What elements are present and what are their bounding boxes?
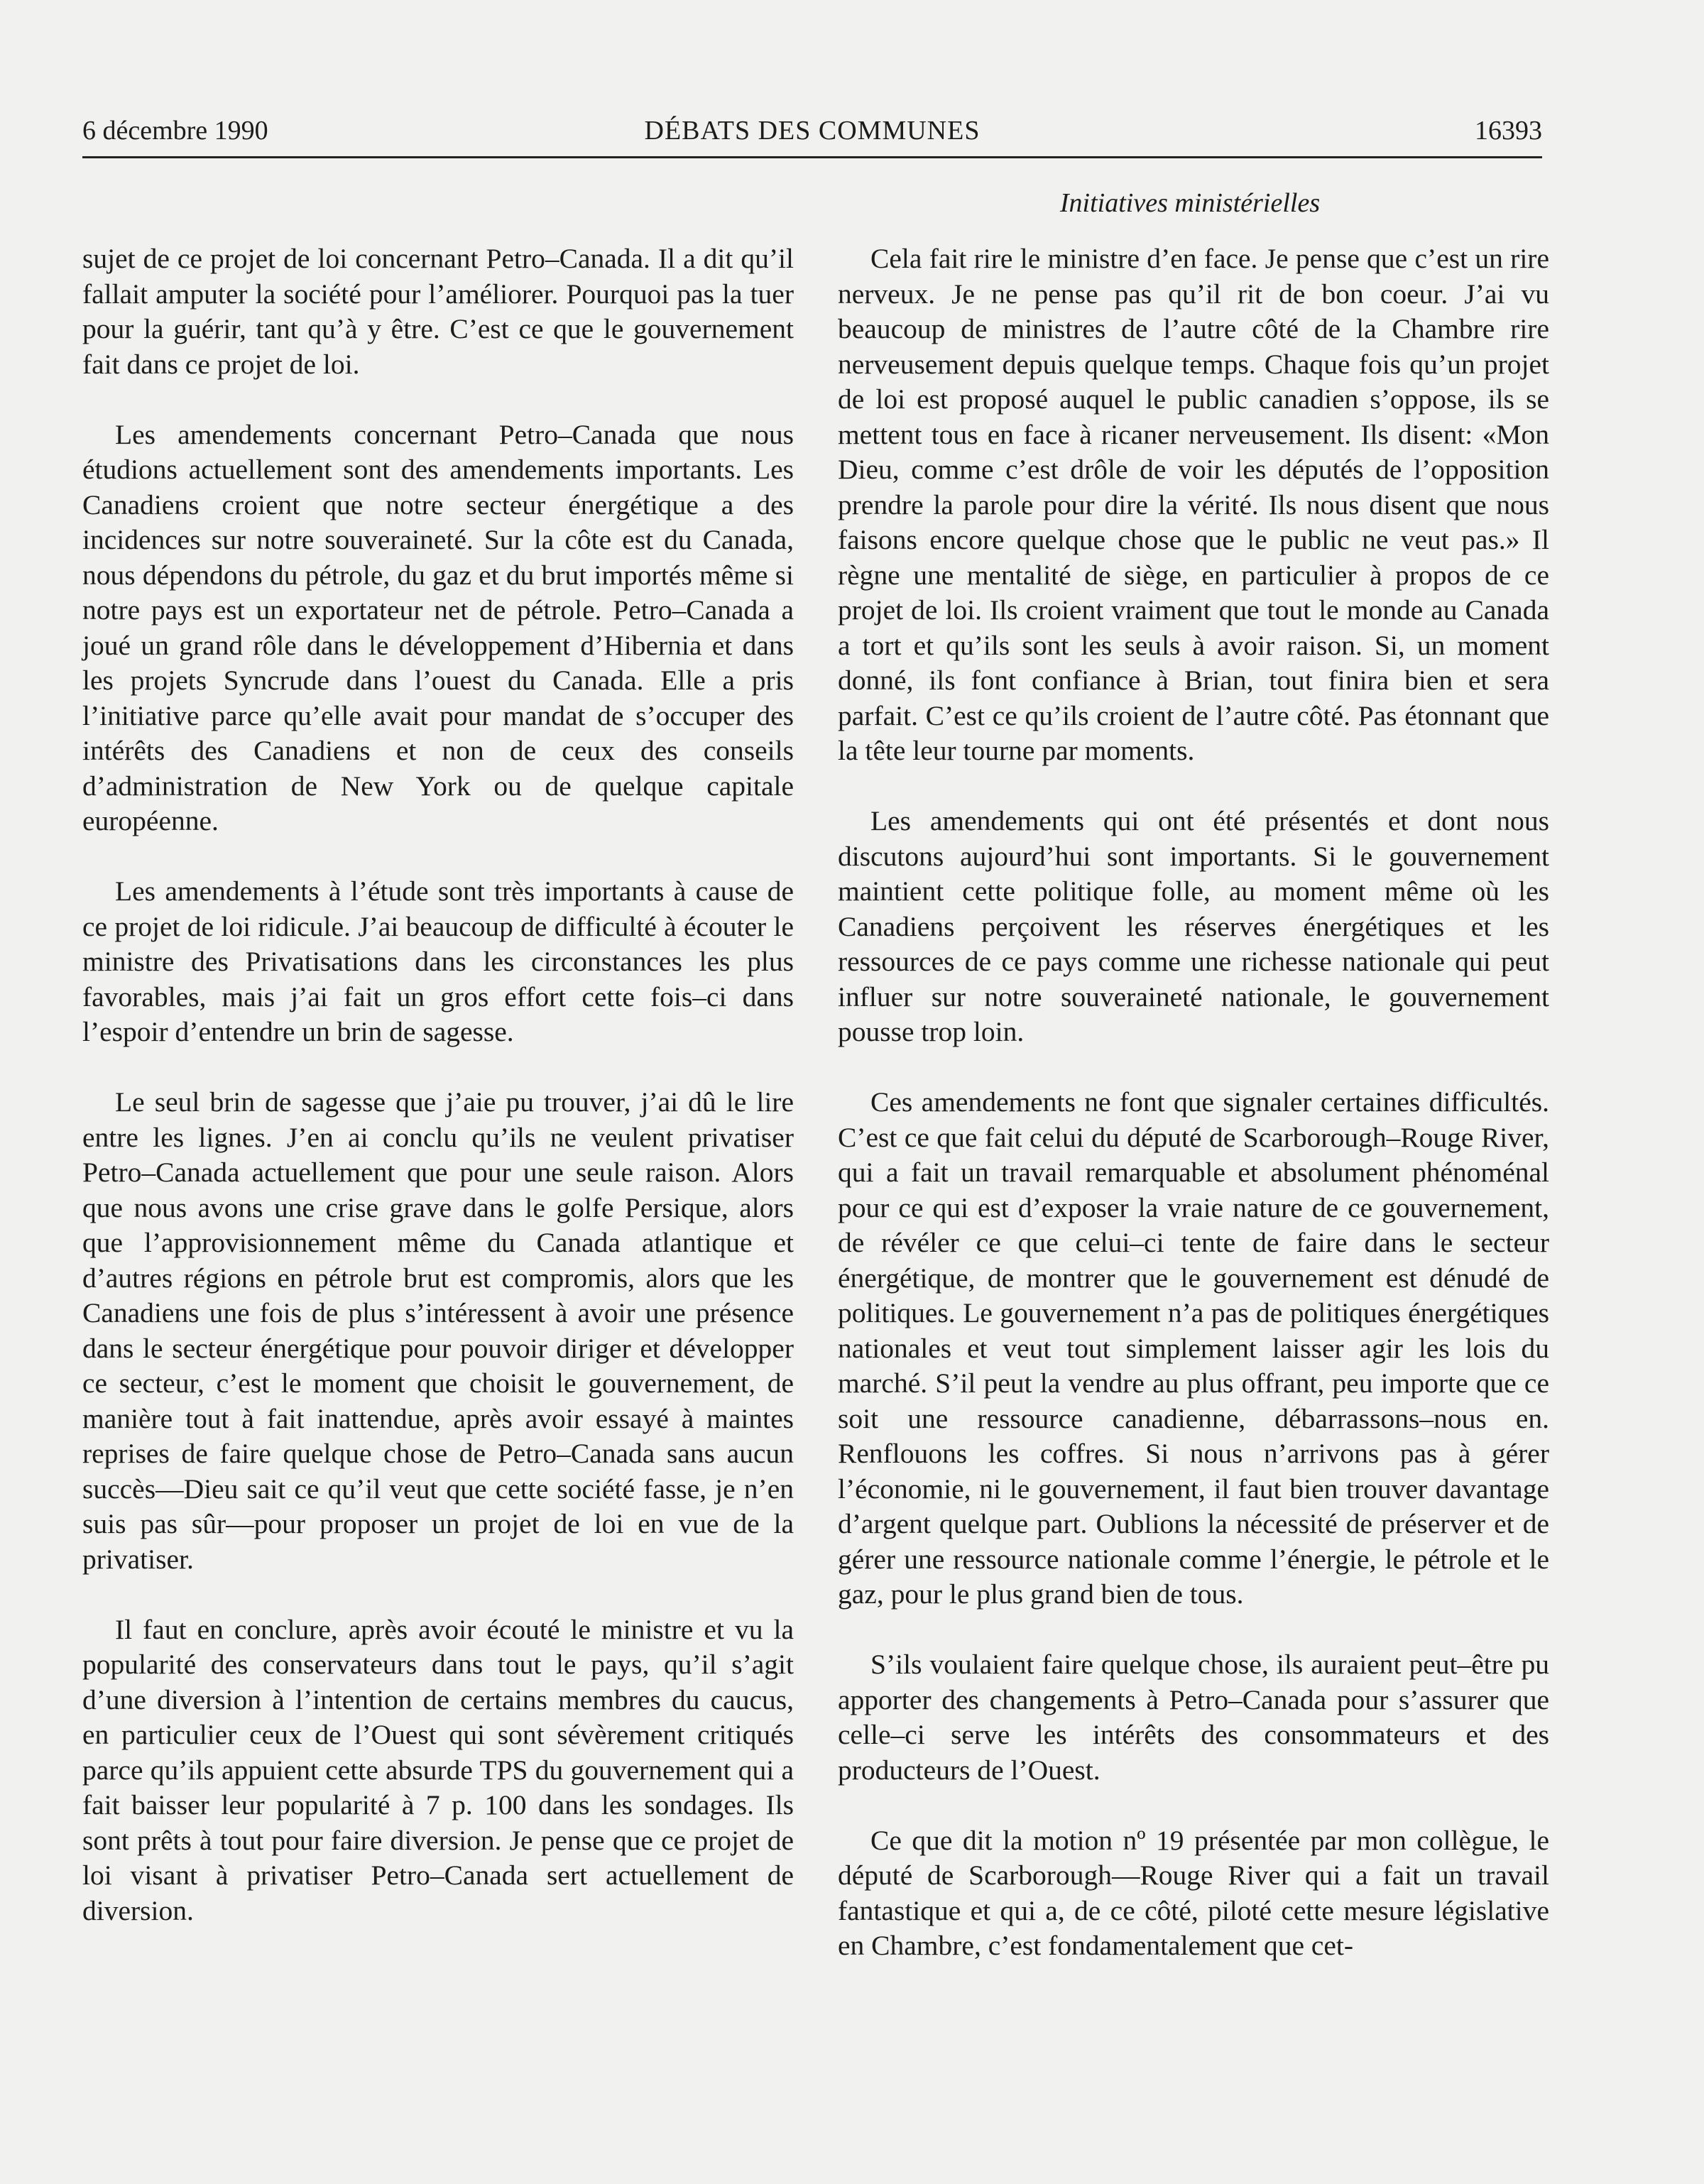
header-rule	[82, 156, 1542, 158]
paragraph: sujet de ce projet de loi concernant Petro–Canada. Il a dit qu’il fallait amputer la société pour l’améliorer. Pourquoi pas la tuer pour la guérir, tant qu’à y être. C’est ce que le gouvernement fait dans ce projet de loi.	[82, 243, 794, 380]
paragraph: Le seul brin de sagesse que j’aie pu trouver, j’ai dû le lire entre les lignes. J’en ai conclu qu’ils ne veulent privatiser Petro–Canada actuellement que pour une seule raison. Alors que nous avons une crise grave dans le golfe Persique, alors que l’approvisionnement même du Canada atlantique et d’autres régions en pétrole brut est compromis, alors que les Canadiens une fois de plus s’intéressent à avoir une présence dans le secteur énergétique pour pouvoir diriger et développer ce secteur, c’est le moment que choisit le gouvernement, de manière tout à fait inattendue, après avoir essayé à maintes reprises de faire quelque chose de Petro–Canada sans aucun succès—Dieu sait ce qu’il veut que cette société fasse, je n’en suis pas sûr—pour proposer un projet de loi en vue de la privatiser.	[82, 1086, 794, 1575]
right-column	[838, 241, 1549, 1964]
paragraph: Les amendements à l’étude sont très importants à cause de ce projet de loi ridicule. J’ai beaucoup de difficulté à écouter le ministre des Privatisations dans les circonstances les plus favorables, mais j’ai fait un gros effort cette fois–ci dans l’espoir d’entendre un brin de sagesse.	[82, 875, 794, 1047]
paragraph: Les amendements qui ont été présentés et dont nous discutons aujourd’hui sont importants. Si le gouvernement maintient cette politique folle, au moment même où les Canadiens perçoivent les réserves énergétiques et les ressources de ce pays comme une richesse nationale qui peut influer sur notre souveraineté nationale, le gouvernement pousse trop loin.	[838, 805, 1549, 1047]
paragraph: S’ils voulaient faire quelque chose, ils auraient peut–être pu apporter des changements à Petro–Canada pour s’assurer que celle–ci serve les intérêts des consommateurs et des producteurs de l’Ouest.	[838, 1649, 1549, 1786]
paragraph: Ces amendements ne font que signaler certaines difficultés. C’est ce que fait celui du député de Scarborough–Rouge River, qui a fait un travail remarquable et absolument phénoménal pour ce qui est d’exposer la vraie nature de ce gouvernement, de révéler ce que celui–ci tente de faire dans le secteur énergétique, de montrer que le gouvernement est dénudé de politiques. Le gouvernement n’a pas de politiques énergétiques nationales et veut tout simplement laisser agir les lois du marché. S’il peut la vendre au plus offrant, peu importe que ce soit une ressource canadienne, débarrassons–nous en. Renflouons les coffres. Si nous n’arrivons pas à gérer l’économie, ni le gouvernement, il faut bien trouver davantage d’argent quelque part. Oublions la nécessité de préserver et de gérer une ressource nationale comme l’énergie, le pétrole et le gaz, pour le plus grand bien de tous.	[838, 1086, 1549, 1610]
header-title: DÉBATS DES COMMUNES	[644, 116, 981, 146]
header-page-number: 16393	[1475, 116, 1542, 146]
paragraph: Il faut en conclure, après avoir écouté le ministre et vu la popularité des conservateurs dans tout le pays, qu’il s’agit d’une diversion à l’intention de certains membres du caucus, en particulier ceux de l’Ouest qui sont sévèrement critiqués parce qu’ils appuient cette absurde TPS du gouvernement qui a fait baisser leur popularité à 7 p. 100 dans les sondages. Ils sont prêts à tout pour faire diversion. Je pense que ce projet de loi visant à privatiser Petro–Canada sert actuellement de diversion.	[82, 1613, 794, 1926]
paragraph: Les amendements concernant Petro–Canada que nous étudions actuellement sont des amendements importants. Les Canadiens croient que notre secteur énergétique a des incidences sur notre souveraineté. Sur la côte est du Canada, nous dépendons du pétrole, du gaz et du brut importés même si notre pays est un exportateur net de pétrole. Petro–Canada a joué un grand rôle dans le développement d’Hibernia et dans les projets Syncrude dans l’ouest du Canada. Elle a pris l’initiative parce qu’elle avait pour mandat de s’occuper des intérêts des Canadiens et non de ceux des conseils d’administration de New York ou de quelque capitale européenne.	[82, 418, 794, 836]
left-column	[82, 241, 794, 1928]
page-header	[82, 115, 1542, 152]
paragraph: Ce que dit la motion nº 19 présentée par mon collègue, le député de Scarborough—Rouge River qui a fait un travail fantastique et qui a, de ce côté, piloté cette mesure législative en Chambre, c’est fondamentalement que cet-	[838, 1824, 1549, 1961]
section-title: Initiatives ministérielles	[1059, 188, 1321, 218]
paragraph: Cela fait rire le ministre d’en face. Je pense que c’est un rire nerveux. Je ne pense pas qu’il rit de bon coeur. J’ai vu beaucoup de ministres de l’autre côté de la Chambre rire nerveusement depuis quelque temps. Chaque fois qu’un projet de loi est proposé auquel le public canadien s’oppose, ils se mettent tous en face à ricaner nerveusement. Ils disent: «Mon Dieu, comme c’est drôle de voir les députés de l’opposition prendre la parole pour dire la vérité. Ils nous disent que nous faisons encore quelque chose que le public ne veut pas.» Il règne une mentalité de siège, en particulier à propos de ce projet de loi. Ils croient vraiment que tout le monde au Canada a tort et qu’ils sont les seuls à avoir raison. Si, un moment donné, ils font confiance à Brian, tout finira bien et sera parfait. C’est ce qu’ils croient de l’autre côté. Pas étonnant que la tête leur tourne par moments.	[838, 243, 1549, 766]
header-date: 6 décembre 1990	[82, 116, 268, 146]
